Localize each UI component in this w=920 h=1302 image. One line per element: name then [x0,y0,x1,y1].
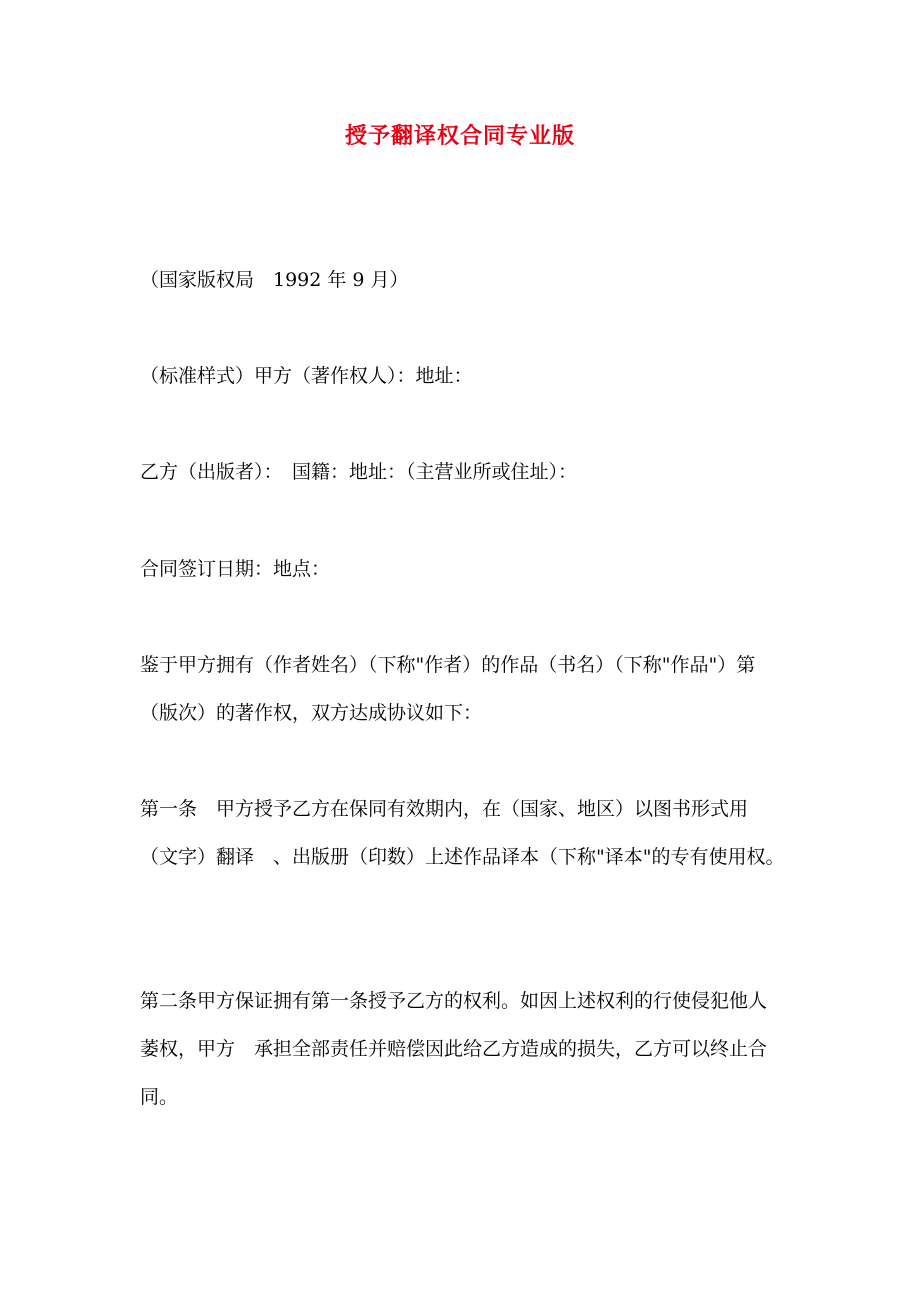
paragraph-signing-date: 合同签订日期：地点： [140,558,331,580]
paragraph-party-b: 乙方（出版者）： 国籍：地址：（主营业所或住址）： [140,461,578,483]
paragraph-issuer: （国家版权局 1992 年 9 月） [140,269,409,291]
paragraph-article-2: 第二条甲方保证拥有第一条授予乙方的权利。如因上述权利的行使侵犯他人萎权，甲方 承担全部责任并赔偿因此给乙方造成的损失，乙方可以终止合同。 [140,990,768,1108]
paragraph-preamble: 鉴于甲方拥有（作者姓名）（下称"作者）的作品（书名）（下称"作品"）第（版次）的著作权，双方达成协议如下： [140,654,756,724]
paragraph-article-1: 第一条 甲方授予乙方在保同有效期内，在（国家、地区）以图书形式用（文字）翻译 、出版册（印数）上述作品译本（下称"译本"的专有使用权。 [140,798,785,868]
paragraph-party-a: （标准样式）甲方（著作权人）：地址： [140,365,473,387]
document-title: 授予翻译权合同专业版 [344,123,575,149]
